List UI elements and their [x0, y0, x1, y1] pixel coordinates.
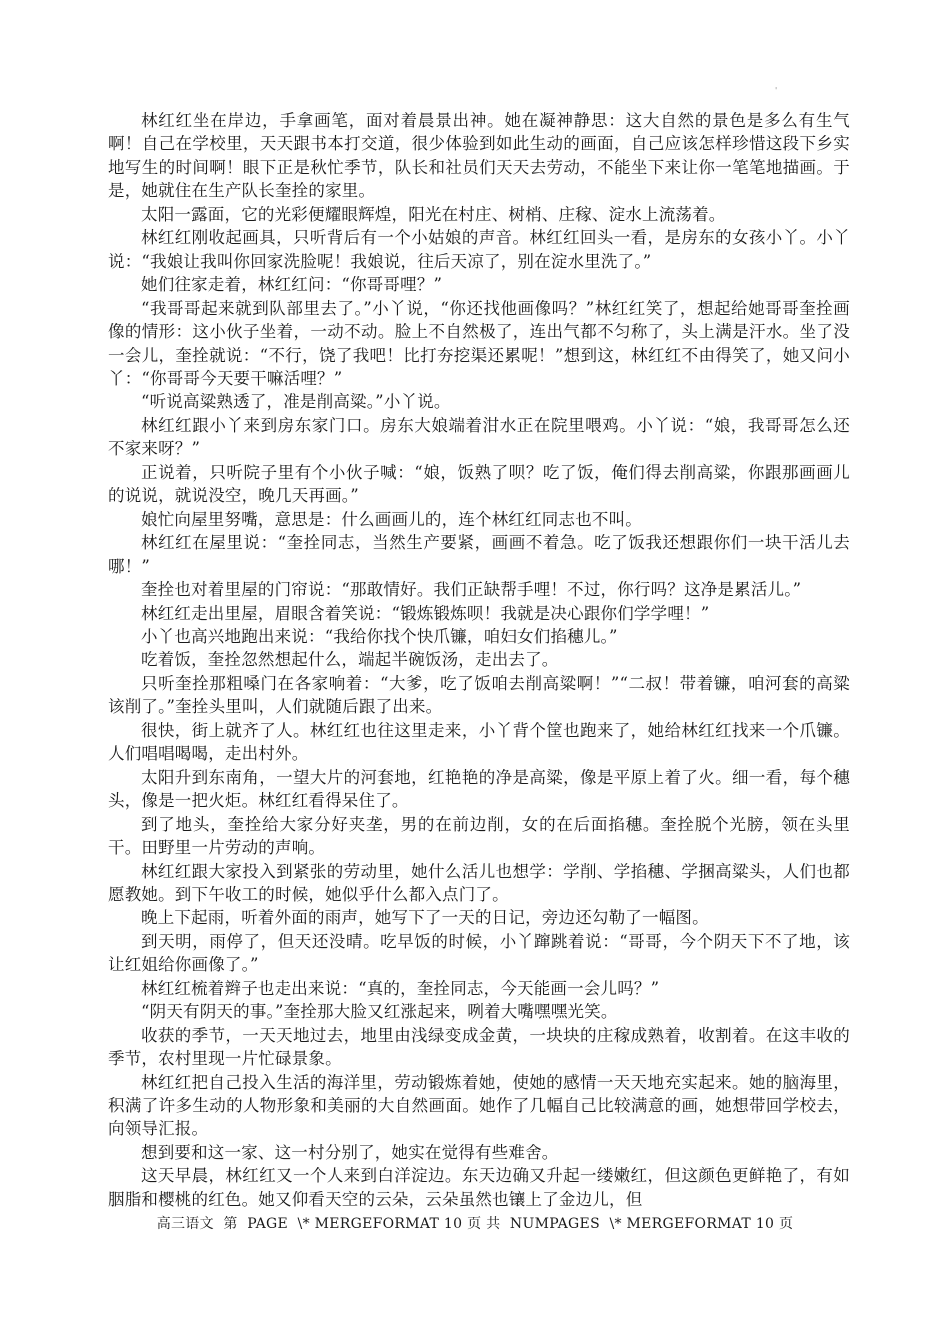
paragraph: 林红红在屋里说：“奎拴同志，当然生产要紧，画画不着急。吃了饭我还想跟你们一块干活儿去哪！”: [108, 533, 850, 576]
paragraph: 林红红把自己投入生活的海洋里，劳动锻炼着她，使她的感情一天天地充实起来。她的脑海里，积满了许多生动的人物形象和美丽的大自然画面。她作了几幅自己比较满意的画，她想带回学校去，向领导汇报。: [108, 1072, 850, 1139]
paragraph: 只听奎拴那粗嗓门在各家响着：“大爹，吃了饭咱去削高粱啊！”“二叔！带着镰，咱河套的高粱该削了。”奎拴头里叫，人们就随后跟了出来。: [108, 673, 850, 717]
page-footer: 高三语文 第 PAGE \* MERGEFORMAT 10 页 共 NUMPAGES \* MERGEFORMAT 10 页: [156, 1216, 794, 1232]
paragraph: 太阳升到东南角，一望大片的河套地，红艳艳的净是高粱，像是平原上着了火。细一看，每个穗头，像是一把火炬。林红红看得呆住了。: [108, 767, 850, 811]
paragraph: 收获的季节，一天天地过去，地里由浅绿变成金黄，一块块的庄稼成熟着，收割着。在这丰收的季节，农村里现一片忙碌景象。: [108, 1025, 850, 1069]
paragraph: 林红红跟大家投入到紧张的劳动里，她什么活儿也想学：学削、学掐穗、学捆高粱头，人们也都愿教她。到下午收工的时候，她似乎什么都入点门了。: [108, 861, 850, 904]
paragraph: 吃着饭，奎拴忽然想起什么，端起半碗饭汤，走出去了。: [141, 650, 559, 670]
paragraph: 林红红走出里屋，眉眼含着笑说：“锻炼锻炼呗！我就是决心跟你们学学哩！”: [141, 603, 710, 623]
paragraph: 林红红坐在岸边，手拿画笔，面对着晨景出神。她在凝神静思：这大自然的景色是多么有生气啊！自己在学校里，天天跟书本打交道，很少体验到如此生动的画面，自己应该怎样珍惜这段下乡实地写生的时间啊！眼下正是秋忙季节，队长和社员们天天去劳动，不能坐下来让你一笔笔地描画。于是，她就住在生产队长奎拴的家里。: [108, 111, 850, 201]
paragraph: 小丫也高兴地跑出来说：“我给你找个快爪镰，咱妇女们掐穗儿。”: [141, 626, 618, 646]
paragraph: 到了地头，奎拴给大家分好夹垄，男的在前边削，女的在后面掐穗。奎拴脱个光膀，领在头里干。田野里一片劳动的声响。: [108, 814, 850, 858]
paragraph: 这天早晨，林红红又一个人来到白洋淀边。东天边确又升起一缕嫩红，但这颜色更鲜艳了，有如胭脂和樱桃的红色。她又仰看天空的云朵，云朵虽然也镶上了金边儿，但: [108, 1166, 850, 1209]
paragraph: 到天明，雨停了，但天还没晴。吃早饭的时候，小丫蹿跳着说：“哥哥，今个阴天下不了地，该让红姐给你画像了。”: [108, 931, 850, 975]
paragraph: 林红红刚收起画具，只听背后有一个小姑娘的声音。林红红回头一看，是房东的女孩小丫。小丫说：“我娘让我叫你回家洗脸呢！我娘说，往后天凉了，别在淀水里洗了。”: [108, 228, 850, 271]
article-body: [108, 109, 850, 1211]
paragraph: 娘忙向屋里努嘴，意思是：什么画画儿的，连个林红红同志也不叫。: [141, 509, 642, 529]
paragraph: 正说着，只听院子里有个小伙子喊：“娘，饭熟了呗？吃了饭，俺们得去削高粱，你跟那画画儿的说说，就说没空，晚几天再画。”: [108, 462, 850, 506]
paragraph: “听说高粱熟透了，准是削高粱。”小丫说。: [141, 392, 451, 412]
paragraph: 晚上下起雨，听着外面的雨声，她写下了一天的日记，旁边还勾勒了一幅图。: [141, 908, 709, 928]
paragraph: 奎拴也对着里屋的门帘说：“那敢情好。我们正缺帮手哩！不过，你行吗？这净是累活儿。”: [141, 580, 802, 600]
paragraph: 想到要和这一家、这一村分别了，她实在觉得有些难舍。: [141, 1142, 559, 1162]
paragraph: 太阳一露面，它的光彩便耀眼辉煌，阳光在村庄、树梢、庄稼、淀水上流荡着。: [141, 204, 726, 224]
corner-mark: ': [775, 86, 778, 95]
paragraph: 她们往家走着，林红红问：“你哥哥哩？”: [141, 275, 443, 295]
paragraph: 很快，街上就齐了人。林红红也往这里走来，小丫背个筐也跑来了，她给林红红找来一个爪镰。人们唱唱喝喝，走出村外。: [108, 720, 850, 764]
paragraph: 林红红跟小丫来到房东家门口。房东大娘端着泔水正在院里喂鸡。小丫说：“娘，我哥哥怎么还不家来呀？”: [108, 415, 850, 459]
paragraph: “我哥哥起来就到队部里去了。”小丫说，“你还找他画像吗？”林红红笑了，想起给她哥哥奎拴画像的情形：这小伙子坐着，一动不动。脸上不自然极了，连出气都不匀称了，头上满是汗水。坐了没一会儿，奎拴就说：“不行，饶了我吧！比打夯挖渠还累呢！”想到这，林红红不由得笑了，她又问小丫：“你哥哥今天要干嘛活哩？”: [108, 298, 850, 388]
paragraph: 林红红梳着辫子也走出来说：“真的，奎拴同志，今天能画一会儿吗？”: [141, 978, 660, 998]
paragraph: “阴天有阴天的事。”奎拴那大脸又红涨起来，咧着大嘴嘿嘿光笑。: [141, 1002, 618, 1022]
